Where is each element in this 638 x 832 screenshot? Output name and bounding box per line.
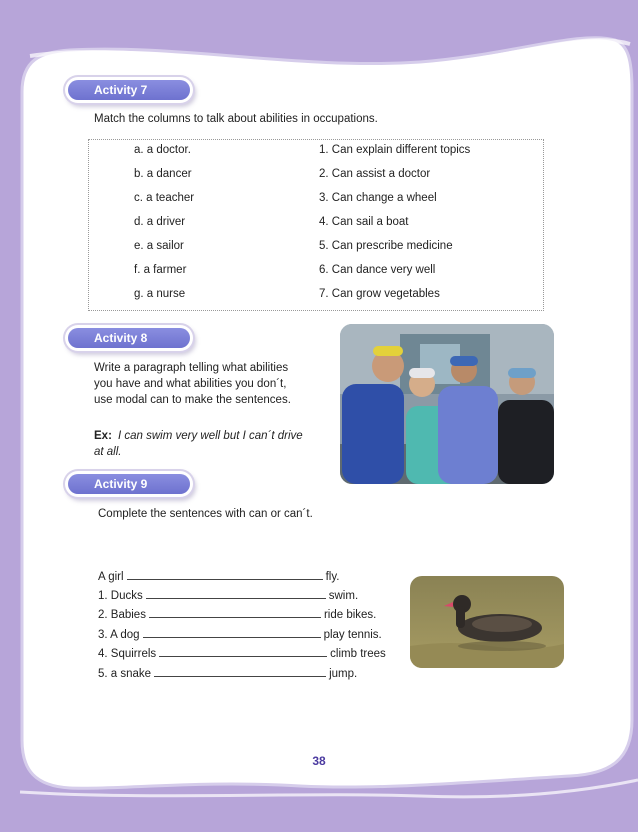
answer-blank[interactable] (127, 568, 323, 580)
sentence-4 (98, 645, 386, 660)
sentence-start: 2. Babies (98, 609, 146, 621)
example-text-2: at all. (94, 446, 122, 458)
activity-7-label: Activity 7 (68, 80, 190, 100)
activity-9-label: Activity 9 (68, 474, 190, 494)
activity-9-instruction: Complete the sentences with can or can´t. (98, 508, 313, 520)
activity-8-label: Activity 8 (68, 328, 190, 348)
example-label: Ex: (94, 430, 112, 442)
right-item-6: 6. Can dance very well (319, 264, 436, 276)
duck-photo (410, 576, 564, 668)
sentence-start: 3. A dog (98, 629, 140, 641)
activity-8-line-1: Write a paragraph telling what abilities (94, 362, 289, 374)
answer-blank[interactable] (159, 645, 327, 657)
right-item-7: 7. Can grow vegetables (319, 288, 440, 300)
answer-blank[interactable] (143, 626, 321, 638)
sentence-5 (98, 665, 357, 680)
sentence-start: 1. Ducks (98, 590, 143, 602)
left-item-f: f. a farmer (134, 264, 187, 276)
right-item-1: 1. Can explain different topics (319, 144, 471, 156)
sentence-2 (98, 606, 376, 621)
sentence-end: climb trees (330, 648, 386, 660)
answer-blank[interactable] (146, 587, 326, 599)
right-item-5: 5. Can prescribe medicine (319, 240, 453, 252)
sentence-start: 4. Squirrels (98, 648, 157, 660)
sentence-end: ride bikes. (323, 609, 377, 621)
sentence-end: jump. (329, 668, 358, 680)
left-item-b: b. a dancer (134, 168, 192, 180)
activity-8-line-3: use modal can to make the sentences. (94, 394, 291, 406)
matching-table (88, 139, 544, 311)
sentence-end: swim. (328, 590, 359, 602)
left-item-d: d. a driver (134, 216, 186, 228)
activity-8-line-2: you have and what abilities you don´t, (94, 378, 287, 390)
sentence-example (98, 568, 339, 583)
right-item-3: 3. Can change a wheel (319, 192, 437, 204)
right-item-2: 2. Can assist a doctor (319, 168, 431, 180)
activity-7-instruction: Match the columns to talk about abilities in occupations. (94, 113, 378, 125)
left-item-a: a. a doctor. (134, 144, 191, 156)
left-item-g: g. a nurse (134, 288, 186, 300)
left-item-c: c. a teacher (134, 192, 195, 204)
sentence-start: A girl (98, 571, 124, 583)
sentence-start: 5. a snake (98, 668, 152, 680)
medical-team-photo (340, 324, 554, 484)
sentence-end: play tennis. (323, 629, 382, 641)
sentence-3 (98, 626, 382, 641)
answer-blank[interactable] (149, 606, 321, 618)
left-item-e: e. a sailor (134, 240, 184, 252)
page-number: 38 (312, 754, 326, 768)
example-text-1: I can swim very well but I can´t drive (118, 430, 303, 442)
sentence-1 (98, 587, 358, 602)
right-item-4: 4. Can sail a boat (319, 216, 409, 228)
answer-blank[interactable] (154, 665, 326, 677)
sentence-end: fly. (325, 571, 340, 583)
